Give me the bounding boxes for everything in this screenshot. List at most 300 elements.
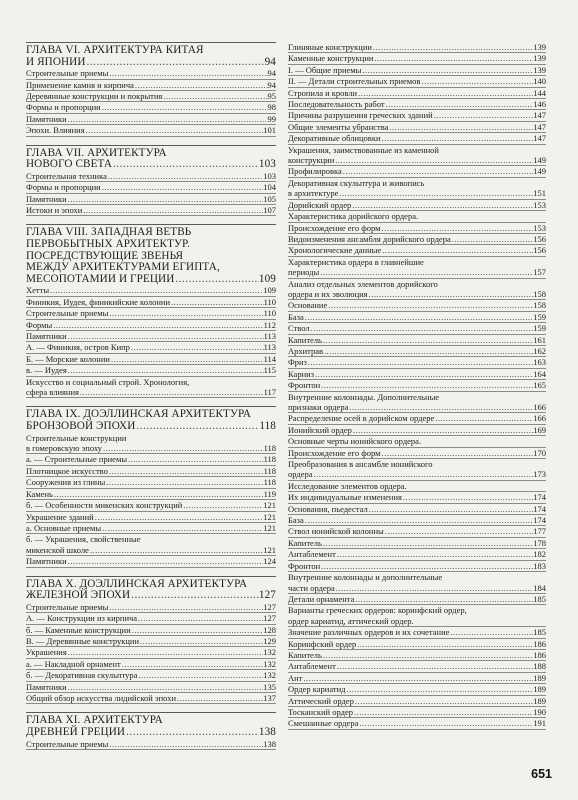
toc-entry-text	[288, 605, 546, 626]
toc-entry-last-line	[288, 289, 546, 299]
page-ref: 178	[533, 537, 546, 548]
toc-entry-label: б. — Особенности микенских конструкций	[26, 500, 183, 511]
leader-dots	[343, 166, 533, 176]
toc-entry-label: Памятники	[26, 113, 67, 124]
toc-entry-label: Фриз	[288, 357, 307, 368]
toc-entry-label: Строительные приемы	[26, 308, 109, 319]
leader-dots	[68, 194, 264, 204]
page-ref: 112	[263, 319, 276, 330]
page-ref: 110	[263, 308, 276, 319]
toc-entry-label: Внутренние колоннады. Дополнительные	[288, 391, 440, 402]
page-ref: 118	[263, 454, 276, 465]
leader-dots	[323, 538, 533, 548]
toc-entry-label: Характеристика ордера в главнейшие	[288, 256, 424, 267]
page-ref: 138	[263, 738, 276, 749]
toc-entry	[288, 76, 546, 87]
toc-entry-label: Антаблемент	[288, 661, 336, 672]
toc-entry	[288, 65, 546, 76]
toc-entry	[288, 448, 546, 459]
toc-entry-label: Дорийский ордер	[288, 199, 352, 210]
leader-dots	[103, 443, 264, 453]
page-ref: 147	[533, 110, 546, 121]
leader-dots	[349, 402, 533, 412]
page-ref: 129	[263, 635, 276, 646]
toc-entry-label: периоды	[288, 267, 320, 278]
leader-dots	[50, 285, 263, 295]
page-ref: 156	[533, 233, 546, 244]
toc-entry-text	[288, 335, 546, 345]
leader-dots	[421, 76, 533, 86]
toc-entry-label: Декоративные облицовки	[288, 133, 381, 144]
toc-entry	[288, 234, 546, 245]
chapter-heading	[26, 406, 276, 432]
toc-entry-label: Камень	[26, 488, 53, 499]
toc-entry-text	[26, 308, 276, 318]
leader-dots	[450, 627, 533, 637]
leader-dots	[102, 523, 263, 533]
page-ref: 157	[533, 267, 546, 278]
toc-entry-text	[288, 88, 546, 98]
toc-entry-label: Причины разрушения греческих зданий	[288, 110, 433, 121]
toc-entry-label: Основания, пьедестал	[288, 503, 368, 514]
leader-dots	[126, 727, 259, 739]
page-ref: 105	[263, 193, 276, 204]
toc-entry-text	[288, 673, 546, 683]
leader-dots	[382, 245, 533, 255]
toc-entry	[26, 659, 276, 670]
toc-entry-label: Профилировка	[288, 166, 342, 177]
chapter-title-line: ГЛАВА IX. ДОЭЛЛИНСКАЯ АРХИТЕКТУРА	[26, 408, 252, 421]
toc-entry-label: Ионийский ордер	[288, 424, 352, 435]
page-ref: 140	[533, 76, 546, 87]
toc-entry	[288, 346, 546, 357]
page-ref: 151	[533, 188, 546, 199]
toc-entry-text	[288, 684, 546, 694]
leader-dots	[68, 556, 264, 566]
toc-entry	[26, 354, 276, 365]
leader-dots	[323, 335, 533, 345]
toc-entry-text	[26, 297, 276, 307]
leader-dots	[336, 583, 534, 593]
page-ref: 121	[263, 522, 276, 533]
leader-dots	[106, 477, 263, 487]
toc-entry	[26, 625, 276, 636]
page-ref: 190	[533, 706, 546, 717]
toc-entry-text	[288, 572, 546, 593]
toc-entry	[26, 647, 276, 658]
leader-dots	[83, 205, 263, 215]
toc-entry	[288, 594, 546, 605]
page-ref: 146	[533, 99, 546, 110]
toc-entry-label: Аттический ордер	[288, 695, 354, 706]
leader-dots	[452, 234, 534, 244]
page-ref: 153	[533, 199, 546, 210]
page-ref: 189	[533, 684, 546, 695]
toc-entry	[288, 661, 546, 672]
leader-dots	[102, 182, 264, 192]
toc-right-column	[288, 42, 546, 730]
leader-dots	[135, 80, 268, 90]
leader-dots	[308, 357, 533, 367]
page-ref: 185	[533, 593, 546, 604]
toc-entry-label: в гомеровскую эпоху	[26, 443, 103, 454]
toc-entry-text	[288, 492, 546, 502]
page-ref: 118	[263, 443, 276, 454]
toc-entry	[288, 110, 546, 121]
toc-entry	[288, 718, 546, 729]
toc-entry-label: Памятники	[26, 331, 67, 342]
leader-dots	[314, 469, 534, 479]
toc-entry-text	[288, 718, 546, 728]
leader-dots	[80, 387, 264, 397]
toc-entry	[26, 682, 276, 693]
page-ref: 121	[263, 500, 276, 511]
toc-entry-label: Детали орнамента	[288, 593, 355, 604]
leader-dots	[68, 365, 264, 375]
toc-entry-text	[288, 110, 546, 120]
toc-entry	[288, 526, 546, 537]
leader-dots	[68, 682, 264, 692]
page-ref: 177	[533, 526, 546, 537]
toc-entry-label: Видоизменения ансамбля дорийского ордера	[288, 233, 451, 244]
page-ref: 182	[533, 549, 546, 560]
toc-entry	[26, 693, 276, 704]
chapter-heading	[26, 712, 276, 738]
leader-dots	[374, 53, 533, 63]
toc-entry	[288, 323, 546, 334]
toc-entry	[26, 331, 276, 342]
toc-entry-label: Формы	[26, 319, 53, 330]
toc-entry	[26, 194, 276, 205]
page-ref: 158	[533, 300, 546, 311]
toc-entry-text	[288, 234, 546, 244]
toc-entry-text	[288, 650, 546, 660]
toc-entry	[288, 639, 546, 650]
page-ref: 103	[263, 170, 276, 181]
toc-entry-label: Хронологические данные	[288, 245, 382, 256]
page-ref: 174	[533, 515, 546, 526]
toc-entry	[26, 602, 276, 613]
chapter-heading-last-line	[26, 57, 276, 69]
leader-dots	[138, 670, 263, 680]
toc-entry	[26, 114, 276, 125]
toc-entry-label: Коринфский ордер	[288, 638, 357, 649]
leader-dots	[335, 155, 533, 165]
toc-entry-text	[288, 122, 546, 132]
leader-dots	[68, 114, 268, 124]
chapter-heading-last-line	[26, 727, 276, 739]
toc-entry-label: Памятники	[26, 556, 67, 567]
leader-dots	[109, 602, 263, 612]
toc-entry-label: Сооружения из глины	[26, 477, 106, 488]
toc-entry	[288, 425, 546, 436]
toc-entry-label: ордера и их эволюция	[288, 288, 368, 299]
page-ref: 173	[533, 469, 546, 480]
toc-entry-text	[288, 223, 546, 233]
toc-entry-label: микенской школе	[26, 544, 89, 555]
page-ref: 185	[533, 627, 546, 638]
toc-entry-text	[288, 413, 546, 423]
toc-entry-label: Карниз	[288, 368, 315, 379]
toc-entry-label: Финикия, Иудея, финикийские колонии	[26, 296, 171, 307]
toc-entry-text	[26, 354, 276, 364]
page-ref: 153	[533, 222, 546, 233]
toc-entry-text	[288, 661, 546, 671]
toc-entry-label: б. — Каменные конструкции	[26, 624, 131, 635]
toc-entry-label: Декоративная скульптура и живопись	[288, 177, 425, 188]
page-ref: 137	[263, 692, 276, 703]
toc-entry-label: Истоки и эпохи	[26, 205, 83, 216]
toc-entry-label: конструкции	[288, 155, 335, 166]
toc-entry-text	[288, 380, 546, 390]
toc-entry-text	[26, 125, 276, 135]
toc-entry-label: I. — Общие приемы	[288, 64, 362, 75]
toc-entry-text	[288, 42, 546, 52]
page-ref: 162	[533, 345, 546, 356]
page-ref: 101	[263, 125, 276, 136]
page-ref: 124	[263, 556, 276, 567]
leader-dots	[305, 312, 533, 322]
page-ref: 147	[533, 133, 546, 144]
page-ref: 139	[533, 42, 546, 52]
leader-dots	[171, 297, 264, 307]
page-ref: 119	[263, 488, 276, 499]
page-ref: 94	[267, 79, 276, 90]
leader-dots	[138, 613, 263, 623]
leader-dots	[131, 342, 264, 352]
toc-entry-label: а. — Строительные приемы	[26, 454, 128, 465]
toc-entry-text	[288, 504, 546, 514]
chapter-title-line: МЕЖДУ АРХИТЕКТУРАМИ ЕГИПТА,	[26, 261, 220, 274]
toc-entry-text	[26, 682, 276, 692]
toc-entry-text	[26, 659, 276, 669]
toc-entry	[288, 122, 546, 133]
leader-dots	[385, 526, 534, 536]
toc-entry-label: Деревянные конструкции и покрытия	[26, 91, 163, 101]
toc-entry-text	[288, 639, 546, 649]
page-ref: 118	[263, 477, 276, 488]
toc-entry-label: Хетты	[26, 285, 50, 296]
toc-entry	[288, 481, 546, 492]
page-ref: 139	[533, 64, 546, 75]
toc-entry	[26, 80, 276, 91]
leader-dots	[109, 739, 263, 749]
toc-entry	[288, 538, 546, 549]
toc-entry	[26, 739, 276, 750]
toc-entry	[288, 88, 546, 99]
leader-dots	[403, 492, 533, 502]
leader-dots	[355, 594, 533, 604]
toc-entry-text	[26, 91, 276, 101]
toc-entry	[26, 91, 276, 102]
toc-entry-label: Каменные конструкции	[288, 53, 374, 64]
toc-entry-last-line	[26, 387, 276, 397]
toc-entry-label: В. — Деревянные конструкции	[26, 635, 140, 646]
toc-entry-label: Варианты греческих ордеров: коринфский ордер,	[288, 605, 467, 616]
toc-entry-text	[26, 602, 276, 612]
leader-dots	[113, 159, 259, 171]
toc-entry	[288, 178, 546, 200]
leader-dots	[131, 590, 259, 602]
leader-dots	[324, 346, 533, 356]
page-ref: 121	[263, 544, 276, 555]
toc-entry	[26, 182, 276, 193]
toc-entry-label: Антаблемент	[288, 549, 336, 560]
toc-entry-label: Основание	[288, 300, 328, 311]
leader-dots	[357, 639, 533, 649]
page-ref: 107	[263, 205, 276, 216]
toc-entry	[288, 99, 546, 110]
toc-entry-last-line	[288, 402, 546, 412]
page-ref: 118	[259, 420, 276, 433]
page-ref: 164	[533, 368, 546, 379]
toc-entry-label: II. — Детали строительных приемов	[288, 76, 421, 87]
toc-entry-text	[26, 68, 276, 78]
chapter-heading	[26, 224, 276, 285]
toc-entry-label: Происхождение его форм	[288, 222, 381, 233]
toc-entry	[288, 300, 546, 311]
toc-entry-text	[288, 300, 546, 310]
toc-entry	[288, 572, 546, 594]
page-ref: 183	[533, 560, 546, 571]
toc-entry-text	[288, 99, 546, 109]
toc-entry	[26, 613, 276, 624]
page-ref: 132	[263, 670, 276, 681]
page-ref: 170	[533, 447, 546, 458]
leader-dots	[86, 125, 264, 135]
page-ref: 132	[263, 647, 276, 658]
toc-entry-label: Капитель	[288, 334, 322, 345]
leader-dots	[111, 354, 264, 364]
page-ref: 159	[533, 323, 546, 334]
toc-entry	[288, 279, 546, 301]
leader-dots	[102, 102, 268, 112]
chapter-heading	[26, 576, 276, 602]
chapter-title-line: ГЛАВА VII. АРХИТЕКТУРА	[26, 146, 167, 159]
toc-entry-text	[288, 245, 546, 255]
leader-dots	[381, 223, 533, 233]
toc-entry-label: Преобразования в ансамбле ионийского	[288, 459, 433, 470]
toc-entry-label: Значение различных ордеров и их сочетание	[288, 627, 450, 638]
toc-entry-label: Основные черты ионийского ордера.	[288, 436, 422, 447]
leader-dots	[109, 68, 267, 78]
toc-entry-text	[26, 647, 276, 657]
page-ref: 127	[263, 601, 276, 612]
page-ref: 184	[533, 582, 546, 593]
leader-dots	[315, 369, 533, 379]
toc-entry-text	[26, 320, 276, 330]
toc-entry-label: Применение камня и кирпича	[26, 79, 134, 90]
toc-entry	[288, 392, 546, 414]
page-ref: 94	[267, 68, 276, 79]
toc-entry	[288, 357, 546, 368]
page-ref: 109	[263, 285, 276, 296]
toc-entry-label: Капитель	[288, 537, 322, 548]
toc-entry-text	[288, 448, 546, 458]
toc-entry-label: Капитель	[288, 649, 322, 660]
toc-entry-label: в архитектуре	[288, 188, 339, 199]
leader-dots	[435, 413, 533, 423]
toc-entry-text	[288, 346, 546, 356]
leader-dots	[109, 466, 264, 476]
toc-entry-label: А. — Финикия, остров Кипр	[26, 342, 130, 353]
leader-dots	[132, 625, 264, 635]
leader-dots	[68, 331, 264, 341]
leader-dots	[320, 267, 533, 277]
page-ref: 127	[258, 589, 276, 602]
toc-entry-label: Внутренние колоннады и дополнительные	[288, 572, 443, 583]
toc-entry-text	[288, 178, 546, 199]
toc-entry-text	[288, 200, 546, 210]
toc-entry	[288, 223, 546, 234]
toc-entry-last-line	[288, 155, 546, 165]
toc-entry-text	[26, 205, 276, 215]
page-ref: 188	[533, 661, 546, 672]
toc-entry-label: Строительные конструкции	[26, 432, 127, 443]
leader-dots	[382, 133, 534, 143]
toc-entry-label: Смешанные ордера	[288, 718, 359, 729]
page-ref: 186	[533, 649, 546, 660]
toc-entry-label: Формы и пропорции	[26, 102, 101, 113]
toc-entry	[288, 627, 546, 638]
toc-entry-label: Эпохи. Влияния	[26, 125, 85, 136]
toc-entry-label: б. — Декоративная скульптура	[26, 670, 138, 681]
chapter-title-line: БРОНЗОВОЙ ЭПОХИ	[26, 420, 136, 433]
leader-dots	[369, 504, 534, 514]
toc-entry	[288, 650, 546, 661]
page-ref: 139	[533, 53, 546, 64]
toc-entry-text	[288, 436, 546, 446]
toc-entry-label: База	[288, 515, 304, 526]
leader-dots	[323, 650, 533, 660]
toc-entry-label: части ордера	[288, 582, 335, 593]
toc-entry-label: Украшение зданий	[26, 511, 94, 522]
page-ref: 144	[533, 87, 546, 98]
chapter-title-line: ПЕРВОБЫТНЫХ АРХИТЕКТУР.	[26, 238, 190, 251]
toc-entry	[288, 133, 546, 144]
leader-dots	[54, 489, 264, 499]
page-number: 651	[531, 767, 552, 781]
page-ref: 98	[267, 102, 276, 113]
toc-entry	[26, 433, 276, 455]
toc-entry-label: Исследование элементов ордера.	[288, 480, 407, 491]
toc-entry-label: Ордер кариатид	[288, 684, 346, 695]
leader-dots	[389, 122, 533, 132]
chapter-title-line: ГЛАВА VI. АРХИТЕКТУРА КИТАЯ	[26, 44, 204, 56]
page-ref: 174	[533, 492, 546, 503]
page-ref: 149	[533, 166, 546, 177]
toc-entry-label: Ствол	[288, 323, 310, 334]
page-ref: 166	[533, 413, 546, 424]
toc-entry	[288, 696, 546, 707]
toc-entry-label: Архитрав	[288, 345, 324, 356]
leader-dots	[358, 88, 533, 98]
toc-entry	[288, 53, 546, 64]
toc-entry	[26, 285, 276, 296]
toc-entry	[288, 245, 546, 256]
toc-entry-label: Тосканский ордер	[288, 706, 353, 717]
toc-entry-label: Украшения	[26, 647, 67, 658]
toc-entry	[26, 171, 276, 182]
toc-entry-label: Памятники	[26, 681, 67, 692]
toc-entry-label: Памятники	[26, 193, 67, 204]
toc-entry-text	[26, 500, 276, 510]
toc-entry	[288, 312, 546, 323]
toc-entry-text	[288, 526, 546, 536]
leader-dots	[321, 380, 533, 390]
chapter-title-line: ЖЕЛЕЗНОЙ ЭПОХИ	[26, 589, 131, 602]
toc-entry-text	[288, 515, 546, 525]
